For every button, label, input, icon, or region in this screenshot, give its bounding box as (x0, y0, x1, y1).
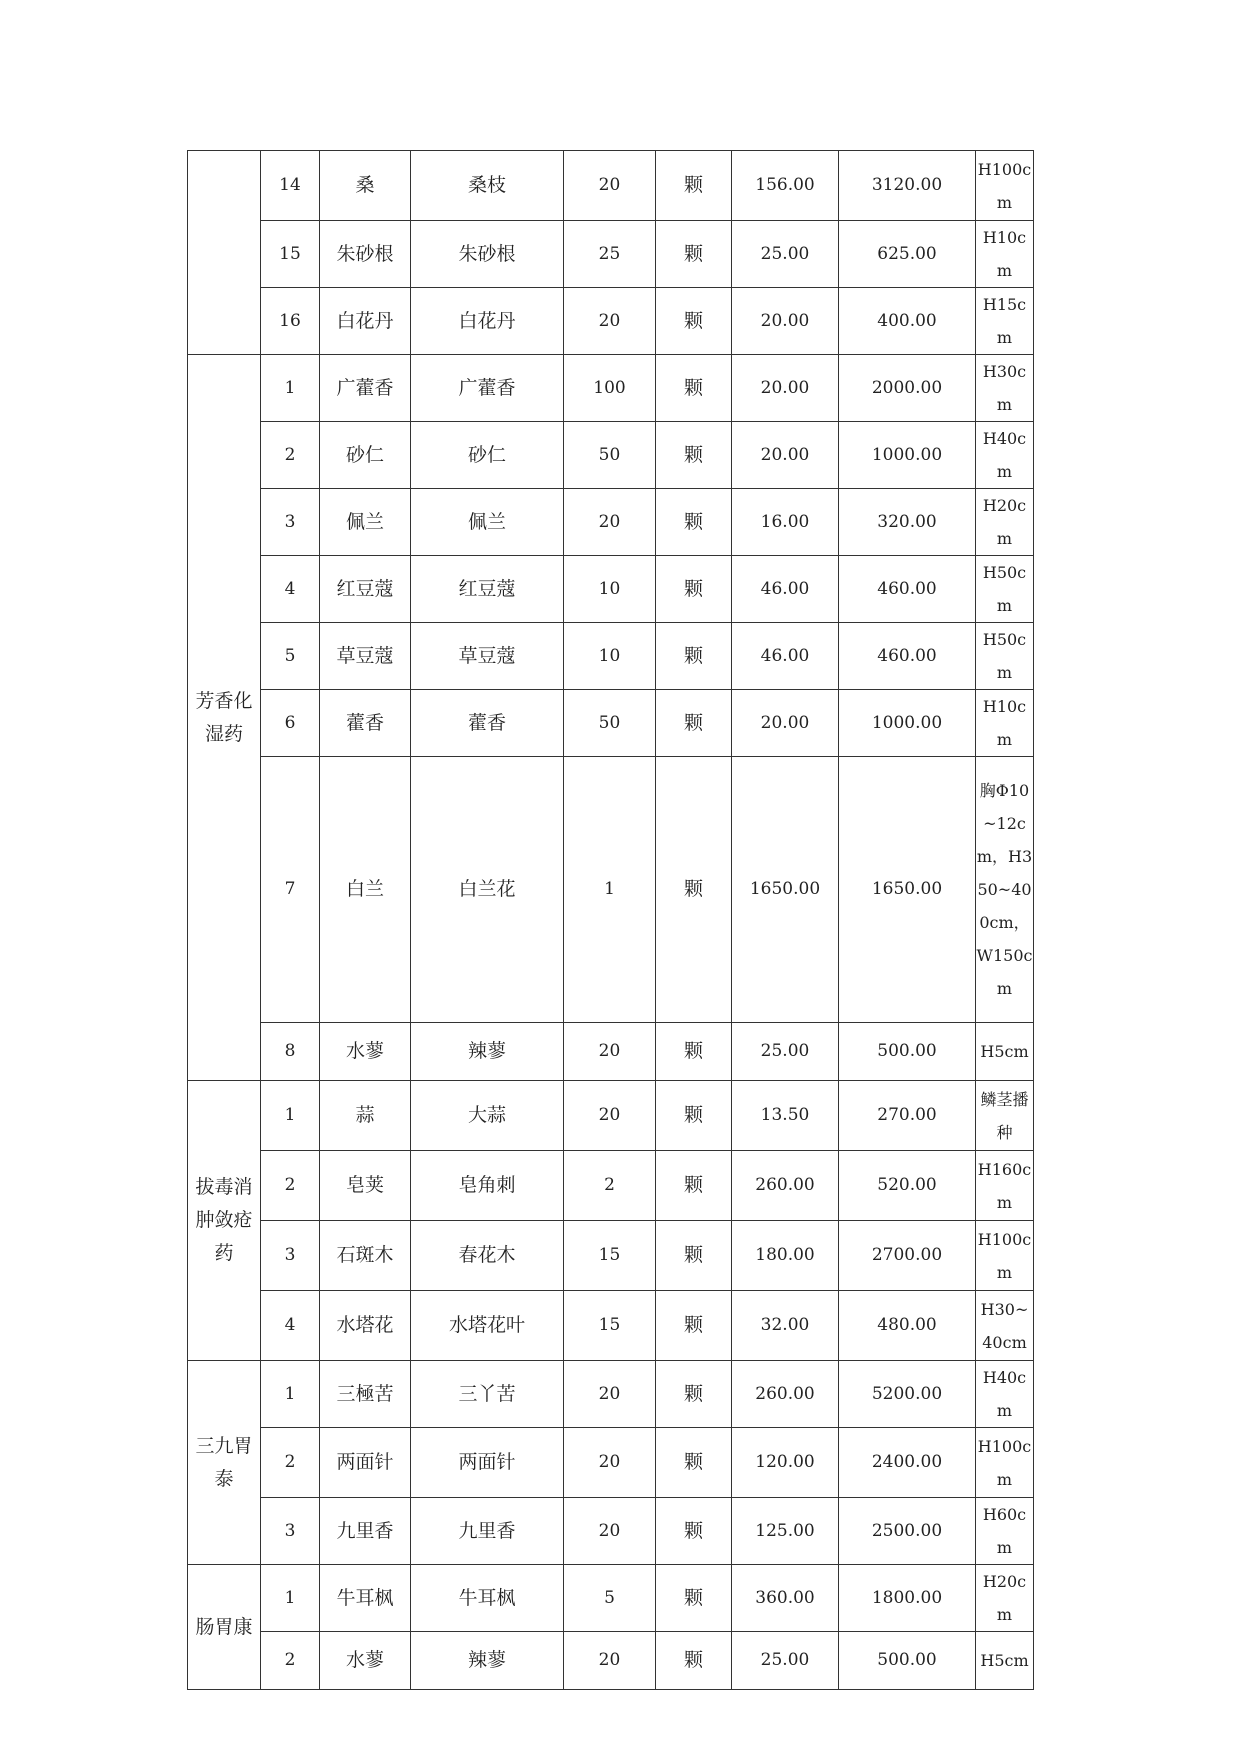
plant-name-cell: 皂荚 (320, 1151, 411, 1221)
specification-cell: H50cm (976, 556, 1034, 623)
unit-cell: 颗 (656, 1291, 732, 1361)
unit-price-cell: 13.50 (732, 1081, 839, 1151)
row-number-cell: 14 (261, 151, 320, 221)
plant-name-cell: 红豆蔻 (320, 556, 411, 623)
medicinal-part-cell: 砂仁 (411, 422, 564, 489)
plant-name-cell: 朱砂根 (320, 221, 411, 288)
unit-price-cell: 156.00 (732, 151, 839, 221)
plant-name-cell: 石斑木 (320, 1221, 411, 1291)
quantity-cell: 10 (564, 556, 656, 623)
medicinal-part-cell: 桑枝 (411, 151, 564, 221)
unit-cell: 颗 (656, 623, 732, 690)
total-price-cell: 460.00 (839, 623, 976, 690)
table-row (188, 1361, 1034, 1428)
total-price-cell: 500.00 (839, 1632, 976, 1690)
unit-cell: 颗 (656, 489, 732, 556)
specification-cell: H40cm (976, 422, 1034, 489)
quantity-cell: 20 (564, 1081, 656, 1151)
unit-cell: 颗 (656, 1081, 732, 1151)
plant-name-cell: 砂仁 (320, 422, 411, 489)
unit-price-cell: 46.00 (732, 556, 839, 623)
table-row (188, 1565, 1034, 1632)
table-row (188, 422, 1034, 489)
quantity-cell: 100 (564, 355, 656, 422)
table-row (188, 757, 1034, 1023)
plant-name-cell: 藿香 (320, 690, 411, 757)
quantity-cell: 1 (564, 757, 656, 1023)
row-number-cell: 16 (261, 288, 320, 355)
table-row (188, 288, 1034, 355)
total-price-cell: 270.00 (839, 1081, 976, 1151)
unit-price-cell: 20.00 (732, 422, 839, 489)
plant-name-cell: 广藿香 (320, 355, 411, 422)
row-number-cell: 1 (261, 355, 320, 422)
plant-name-cell: 白花丹 (320, 288, 411, 355)
specification-cell: H20cm (976, 1565, 1034, 1632)
quantity-cell: 20 (564, 1023, 656, 1081)
medicinal-part-cell: 水塔花叶 (411, 1291, 564, 1361)
unit-price-cell: 25.00 (732, 1632, 839, 1690)
total-price-cell: 2400.00 (839, 1428, 976, 1498)
medicinal-part-cell: 白兰花 (411, 757, 564, 1023)
quantity-cell: 20 (564, 151, 656, 221)
unit-price-cell: 260.00 (732, 1361, 839, 1428)
plant-name-cell: 两面针 (320, 1428, 411, 1498)
specification-cell: H20cm (976, 489, 1034, 556)
unit-cell: 颗 (656, 556, 732, 623)
quantity-cell: 50 (564, 690, 656, 757)
unit-cell: 颗 (656, 422, 732, 489)
row-number-cell: 6 (261, 690, 320, 757)
specification-cell: H10cm (976, 690, 1034, 757)
unit-price-cell: 25.00 (732, 221, 839, 288)
specification-cell: 鳞茎播种 (976, 1081, 1034, 1151)
table-row (188, 1291, 1034, 1361)
medicinal-part-cell: 佩兰 (411, 489, 564, 556)
row-number-cell: 4 (261, 556, 320, 623)
medicinal-part-cell: 大蒜 (411, 1081, 564, 1151)
unit-price-cell: 20.00 (732, 355, 839, 422)
total-price-cell: 320.00 (839, 489, 976, 556)
specification-cell: H160cm (976, 1151, 1034, 1221)
table-row (188, 1221, 1034, 1291)
specification-cell: H100cm (976, 151, 1034, 221)
medicinal-part-cell: 辣蓼 (411, 1632, 564, 1690)
quantity-cell: 50 (564, 422, 656, 489)
unit-cell: 颗 (656, 690, 732, 757)
medicinal-part-cell: 白花丹 (411, 288, 564, 355)
quantity-cell: 5 (564, 1565, 656, 1632)
category-cell: 肠胃康 (188, 1565, 261, 1690)
specification-cell: H100cm (976, 1428, 1034, 1498)
medicinal-part-cell: 两面针 (411, 1428, 564, 1498)
specification-cell: H10cm (976, 221, 1034, 288)
unit-cell: 颗 (656, 1361, 732, 1428)
unit-cell: 颗 (656, 1151, 732, 1221)
table-row (188, 1498, 1034, 1565)
total-price-cell: 500.00 (839, 1023, 976, 1081)
table-row (188, 489, 1034, 556)
category-cell: 拔毒消肿敛疮药 (188, 1081, 261, 1361)
specification-cell: H40cm (976, 1361, 1034, 1428)
unit-price-cell: 360.00 (732, 1565, 839, 1632)
medicinal-part-cell: 辣蓼 (411, 1023, 564, 1081)
row-number-cell: 2 (261, 422, 320, 489)
table-row (188, 355, 1034, 422)
row-number-cell: 3 (261, 1221, 320, 1291)
unit-price-cell: 1650.00 (732, 757, 839, 1023)
medicinal-part-cell: 藿香 (411, 690, 564, 757)
row-number-cell: 1 (261, 1081, 320, 1151)
specification-cell: H5cm (976, 1023, 1034, 1081)
plant-name-cell: 九里香 (320, 1498, 411, 1565)
specification-cell: H5cm (976, 1632, 1034, 1690)
unit-price-cell: 16.00 (732, 489, 839, 556)
unit-cell: 颗 (656, 355, 732, 422)
table-row (188, 1151, 1034, 1221)
specification-cell: 胸Φ10~12cm，H350~400cm，W150cm (976, 757, 1034, 1023)
medicinal-part-cell: 皂角刺 (411, 1151, 564, 1221)
plant-name-cell: 牛耳枫 (320, 1565, 411, 1632)
quantity-cell: 15 (564, 1291, 656, 1361)
total-price-cell: 460.00 (839, 556, 976, 623)
table-row (188, 556, 1034, 623)
quantity-cell: 20 (564, 1498, 656, 1565)
specification-cell: H30cm (976, 355, 1034, 422)
total-price-cell: 480.00 (839, 1291, 976, 1361)
plant-name-cell: 草豆蔻 (320, 623, 411, 690)
unit-price-cell: 32.00 (732, 1291, 839, 1361)
plant-name-cell: 水蓼 (320, 1632, 411, 1690)
table-row (188, 1023, 1034, 1081)
unit-price-cell: 180.00 (732, 1221, 839, 1291)
row-number-cell: 8 (261, 1023, 320, 1081)
specification-cell: H50cm (976, 623, 1034, 690)
row-number-cell: 4 (261, 1291, 320, 1361)
unit-cell: 颗 (656, 1632, 732, 1690)
unit-cell: 颗 (656, 221, 732, 288)
total-price-cell: 400.00 (839, 288, 976, 355)
unit-price-cell: 25.00 (732, 1023, 839, 1081)
unit-cell: 颗 (656, 1428, 732, 1498)
unit-price-cell: 20.00 (732, 690, 839, 757)
quantity-cell: 20 (564, 288, 656, 355)
row-number-cell: 2 (261, 1632, 320, 1690)
row-number-cell: 15 (261, 221, 320, 288)
unit-cell: 颗 (656, 1023, 732, 1081)
total-price-cell: 1000.00 (839, 422, 976, 489)
row-number-cell: 7 (261, 757, 320, 1023)
table-row (188, 221, 1034, 288)
unit-price-cell: 46.00 (732, 623, 839, 690)
total-price-cell: 2700.00 (839, 1221, 976, 1291)
quantity-cell: 10 (564, 623, 656, 690)
row-number-cell: 2 (261, 1151, 320, 1221)
total-price-cell: 625.00 (839, 221, 976, 288)
medicinal-part-cell: 草豆蔻 (411, 623, 564, 690)
table-row (188, 690, 1034, 757)
unit-cell: 颗 (656, 1565, 732, 1632)
row-number-cell: 5 (261, 623, 320, 690)
category-cell: 三九胃泰 (188, 1361, 261, 1565)
quantity-cell: 20 (564, 1361, 656, 1428)
specification-cell: H100cm (976, 1221, 1034, 1291)
plant-name-cell: 桑 (320, 151, 411, 221)
unit-price-cell: 20.00 (732, 288, 839, 355)
plant-name-cell: 三極苦 (320, 1361, 411, 1428)
plant-name-cell: 蒜 (320, 1081, 411, 1151)
total-price-cell: 1650.00 (839, 757, 976, 1023)
medicinal-part-cell: 广藿香 (411, 355, 564, 422)
plant-name-cell: 水蓼 (320, 1023, 411, 1081)
quantity-cell: 15 (564, 1221, 656, 1291)
plant-price-table (187, 150, 1034, 1690)
row-number-cell: 1 (261, 1565, 320, 1632)
total-price-cell: 5200.00 (839, 1361, 976, 1428)
plant-name-cell: 佩兰 (320, 489, 411, 556)
row-number-cell: 3 (261, 1498, 320, 1565)
total-price-cell: 520.00 (839, 1151, 976, 1221)
category-cell: 芳香化湿药 (188, 355, 261, 1081)
total-price-cell: 1000.00 (839, 690, 976, 757)
specification-cell: H30~40cm (976, 1291, 1034, 1361)
medicinal-part-cell: 朱砂根 (411, 221, 564, 288)
total-price-cell: 3120.00 (839, 151, 976, 221)
medicinal-part-cell: 九里香 (411, 1498, 564, 1565)
medicinal-part-cell: 红豆蔻 (411, 556, 564, 623)
unit-cell: 颗 (656, 1498, 732, 1565)
unit-price-cell: 120.00 (732, 1428, 839, 1498)
plant-name-cell: 水塔花 (320, 1291, 411, 1361)
unit-cell: 颗 (656, 1221, 732, 1291)
quantity-cell: 20 (564, 489, 656, 556)
unit-cell: 颗 (656, 757, 732, 1023)
unit-price-cell: 260.00 (732, 1151, 839, 1221)
table-row (188, 1632, 1034, 1690)
row-number-cell: 1 (261, 1361, 320, 1428)
unit-cell: 颗 (656, 288, 732, 355)
row-number-cell: 3 (261, 489, 320, 556)
medicinal-part-cell: 牛耳枫 (411, 1565, 564, 1632)
plant-name-cell: 白兰 (320, 757, 411, 1023)
specification-cell: H60cm (976, 1498, 1034, 1565)
quantity-cell: 2 (564, 1151, 656, 1221)
medicinal-part-cell: 春花木 (411, 1221, 564, 1291)
category-cell (188, 151, 261, 355)
table-row (188, 1081, 1034, 1151)
unit-cell: 颗 (656, 151, 732, 221)
total-price-cell: 2000.00 (839, 355, 976, 422)
total-price-cell: 1800.00 (839, 1565, 976, 1632)
row-number-cell: 2 (261, 1428, 320, 1498)
total-price-cell: 2500.00 (839, 1498, 976, 1565)
table-row (188, 623, 1034, 690)
quantity-cell: 25 (564, 221, 656, 288)
unit-price-cell: 125.00 (732, 1498, 839, 1565)
table-row (188, 151, 1034, 221)
specification-cell: H15cm (976, 288, 1034, 355)
table-row (188, 1428, 1034, 1498)
quantity-cell: 20 (564, 1632, 656, 1690)
medicinal-part-cell: 三丫苦 (411, 1361, 564, 1428)
quantity-cell: 20 (564, 1428, 656, 1498)
